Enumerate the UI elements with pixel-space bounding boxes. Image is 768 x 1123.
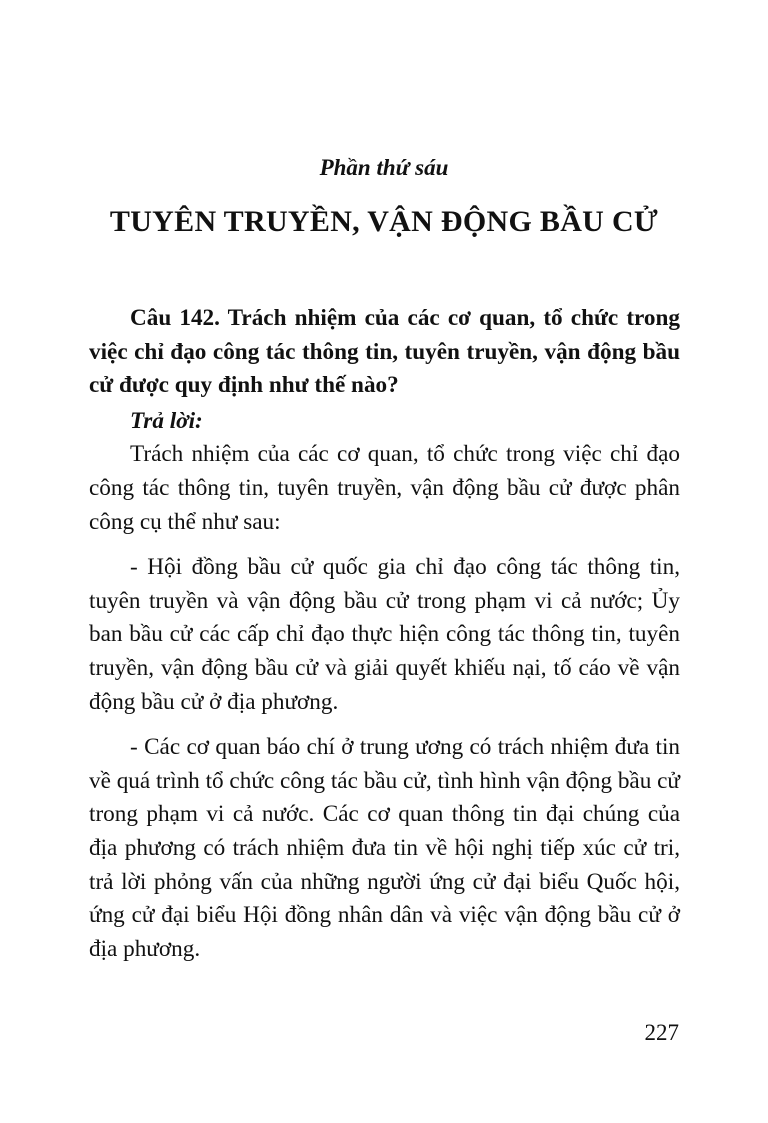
page-number: 227 xyxy=(644,1020,679,1045)
answer-paragraph: - Các cơ quan báo chí ở trung ương có trách nhiệm đưa tin về quá trình tổ chức công tác bầu cử, tình hình vận động bầu cử trong phạm vi cả nước. Các cơ quan thông tin đại chúng của địa phương có trách nhiệm đưa tin về hội nghị tiếp xúc cử tri, trả lời phỏng vấn của những người ứng cử đại biểu Quốc hội, ứng cử đại biểu Hội đồng nhân dân và việc vận động bầu cử ở địa phương. xyxy=(89,734,680,962)
page-body xyxy=(89,302,680,966)
answer-label: Trả lời: xyxy=(130,407,203,434)
question-heading: Câu 142. Trách nhiệm của các cơ quan, tổ chức trong việc chỉ đạo công tác thông tin, tuyên truyền, vận động bầu cử được quy định như thế nào? xyxy=(89,305,680,399)
part-title: Phần thứ sáu xyxy=(319,155,449,180)
answer-paragraph: - Hội đồng bầu cử quốc gia chỉ đạo công tác thông tin, tuyên truyền và vận động bầu cử trong phạm vi cả nước; Ủy ban bầu cử các cấp chỉ đạo thực hiện công tác thông tin, tuyên truyền, vận động bầu cử và giải quyết khiếu nại, tố cáo về vận động bầu cử ở địa phương. xyxy=(89,554,680,715)
answer-paragraph: Trách nhiệm của các cơ quan, tổ chức trong việc chỉ đạo công tác thông tin, tuyên truyền, vận động bầu cử được phân công cụ thể như sau: xyxy=(89,441,680,535)
chapter-title: TUYÊN TRUYỀN, VẬN ĐỘNG BẦU CỬ xyxy=(109,205,659,238)
